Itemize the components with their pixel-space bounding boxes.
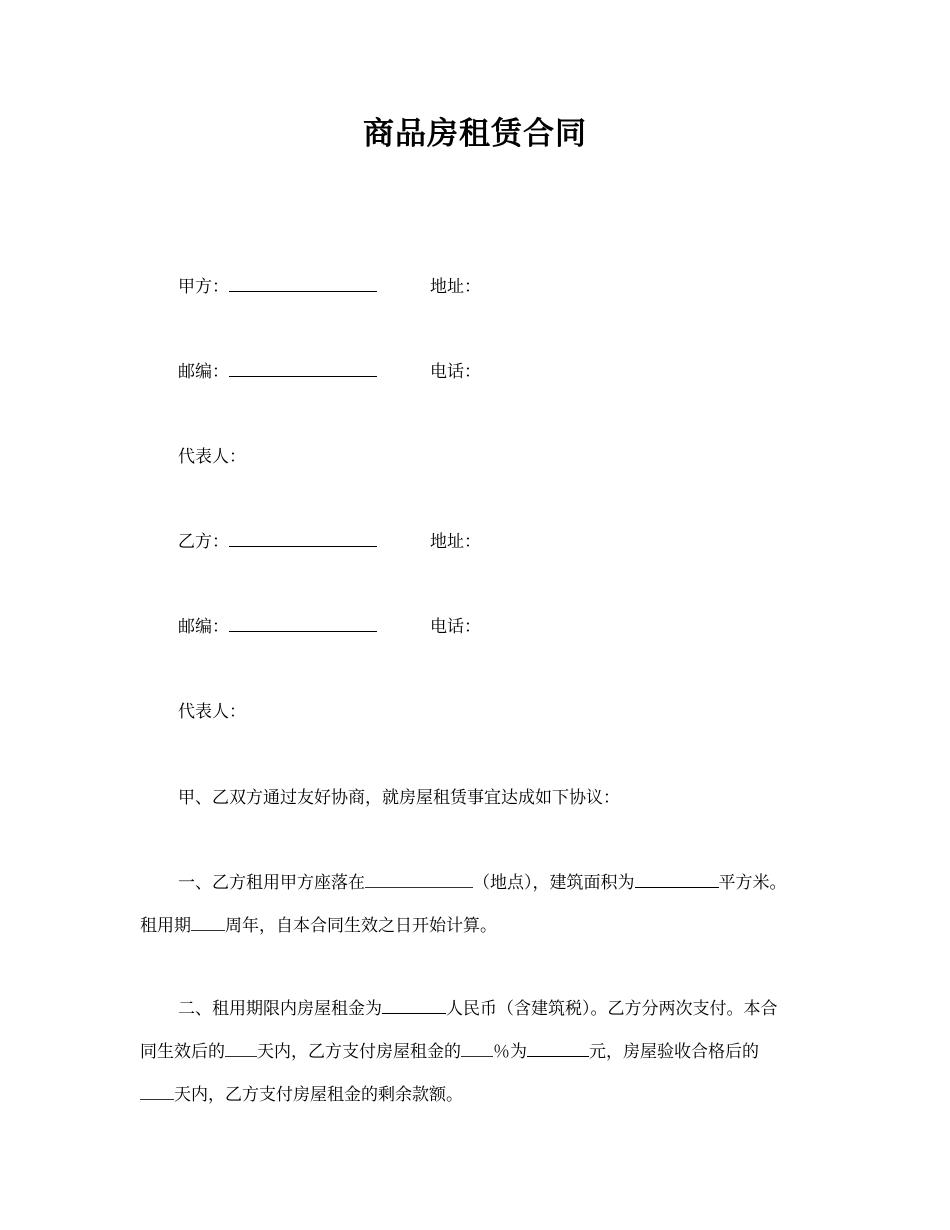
clause-2-seg1: 二、租用期限内房屋租金为 bbox=[178, 999, 382, 1019]
party-b-address-label: 地址： bbox=[430, 532, 481, 552]
clause-2-seg3: 同生效后的 bbox=[140, 1042, 225, 1062]
clause-2-seg5: ％为 bbox=[493, 1042, 527, 1062]
party-b-postcode-label: 邮编： bbox=[178, 617, 229, 637]
total-rent-blank[interactable] bbox=[382, 995, 446, 1014]
party-b-label: 乙方： bbox=[178, 532, 229, 552]
clause-2-paragraph bbox=[140, 988, 812, 1117]
term-years-blank[interactable] bbox=[191, 912, 225, 931]
document-title: 商品房租赁合同 bbox=[363, 116, 587, 152]
clause-1-seg5: 周年，自本合同生效之日开始计算。 bbox=[225, 916, 497, 936]
party-a-field bbox=[178, 273, 377, 301]
party-a-blank[interactable] bbox=[229, 273, 377, 292]
remaining-payment-days-blank[interactable] bbox=[140, 1081, 174, 1100]
clause-2-line-3 bbox=[140, 1074, 812, 1117]
party-a-phone-label: 电话： bbox=[430, 362, 481, 382]
clause-2-seg6: 元，房屋验收合格后的 bbox=[589, 1042, 759, 1062]
party-b-phone-label: 电话： bbox=[430, 617, 481, 637]
clause-2-line-2 bbox=[140, 1031, 812, 1074]
clause-1-seg4: 租用期 bbox=[140, 916, 191, 936]
clause-1-seg1: 一、乙方租用甲方座落在 bbox=[178, 873, 365, 893]
percent-blank[interactable] bbox=[461, 1038, 493, 1057]
clause-1-line-2 bbox=[140, 905, 812, 948]
intro-paragraph bbox=[140, 777, 812, 820]
area-blank[interactable] bbox=[635, 869, 719, 888]
party-b-field bbox=[178, 528, 377, 556]
party-a-postcode-field bbox=[178, 358, 377, 386]
clause-1-seg3: 平方米。 bbox=[718, 873, 787, 893]
first-payment-amount-blank[interactable] bbox=[527, 1038, 589, 1057]
party-a-postcode-blank[interactable] bbox=[229, 358, 377, 377]
first-payment-days-blank[interactable] bbox=[225, 1038, 257, 1057]
party-a-postcode-label: 邮编： bbox=[178, 362, 229, 382]
clause-2-seg4: 天内，乙方支付房屋租金的 bbox=[257, 1042, 461, 1062]
party-b-postcode-blank[interactable] bbox=[229, 613, 377, 632]
party-a-label: 甲方： bbox=[178, 277, 229, 297]
intro-text: 甲、乙双方通过友好协商，就房屋租赁事宜达成如下协议： bbox=[178, 788, 620, 808]
clause-2-seg7: 天内，乙方支付房屋租金的剩余款额。 bbox=[174, 1085, 463, 1105]
clause-1-line-1 bbox=[140, 862, 812, 905]
clause-1-paragraph bbox=[140, 862, 812, 948]
party-b-postcode-field bbox=[178, 613, 377, 641]
party-b-blank[interactable] bbox=[229, 528, 377, 547]
location-blank[interactable] bbox=[365, 869, 473, 888]
clause-2-line-1 bbox=[140, 988, 812, 1031]
clause-2-seg2: 人民币（含建筑税）。乙方分两次支付。本合 bbox=[446, 999, 778, 1019]
party-a-representative-label: 代表人： bbox=[178, 447, 246, 467]
clause-1-seg2: （地点），建筑面积为 bbox=[473, 873, 635, 893]
party-b-representative-label: 代表人： bbox=[178, 702, 246, 722]
party-a-address-label: 地址： bbox=[430, 277, 481, 297]
